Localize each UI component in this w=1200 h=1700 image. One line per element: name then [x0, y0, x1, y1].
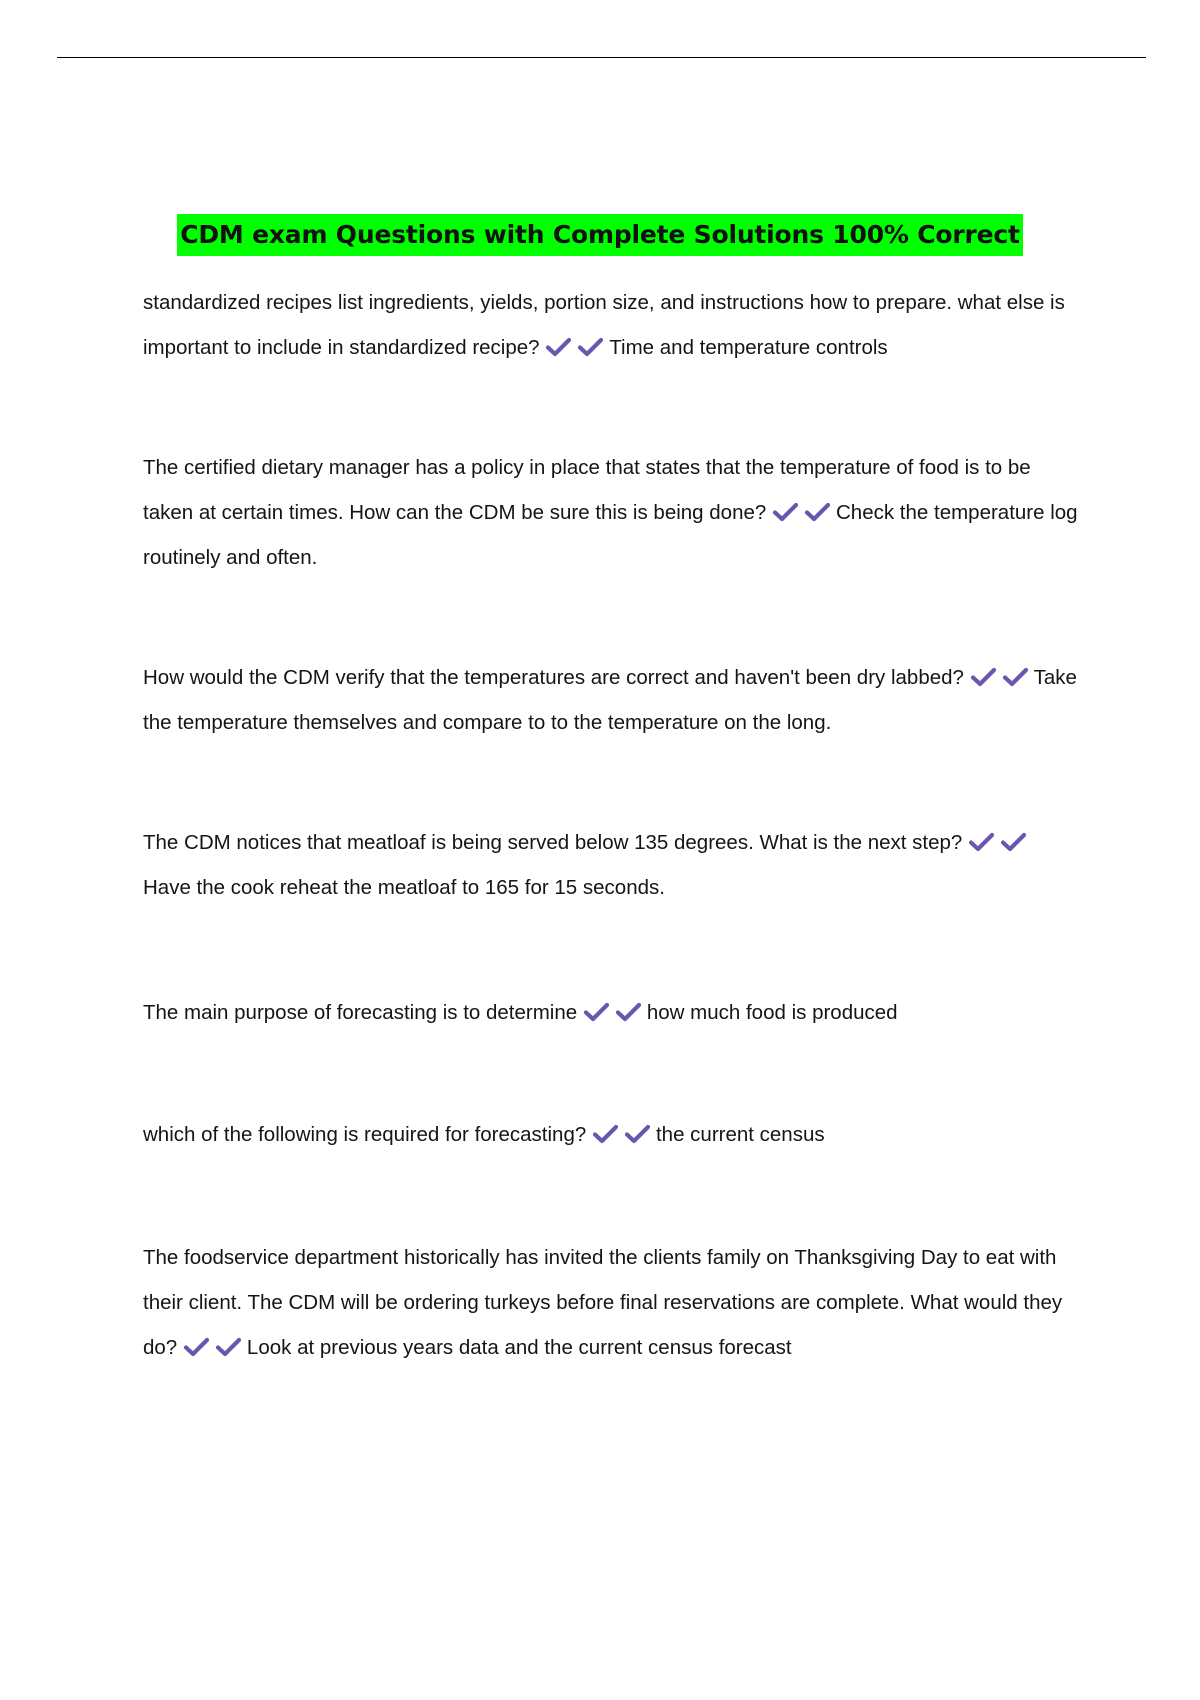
check-icon	[583, 1002, 610, 1022]
check-icon	[215, 1337, 242, 1357]
answer-checkmarks	[772, 501, 836, 524]
answer-text: Look at previous years data and the current census forecast	[246, 1336, 792, 1359]
document-title: CDM exam Questions with Complete Solutions 100% Correct	[177, 214, 1023, 256]
question-text: The foodservice department historically has invited the clients family on Thanksgiving Day to eat with their client. The CDM will be ordering turkeys before final reservations are complete. What would they do?	[143, 1246, 1063, 1359]
answer-text: Check the temperature log routinely and often.	[143, 501, 1078, 569]
check-icon	[545, 337, 572, 357]
answer-text: how much food is produced	[646, 1001, 898, 1024]
check-icon	[592, 1124, 619, 1144]
check-icon	[804, 502, 831, 522]
check-icon	[970, 667, 997, 687]
check-icon	[624, 1124, 651, 1144]
answer-checkmarks	[545, 336, 609, 359]
question-text: which of the following is required for forecasting?	[143, 1123, 587, 1146]
answer-text: the current census	[655, 1123, 825, 1146]
check-icon	[615, 1002, 642, 1022]
check-icon	[577, 337, 604, 357]
qa-item-1	[143, 280, 1078, 370]
qa-item-4	[143, 820, 1078, 910]
check-icon	[772, 502, 799, 522]
check-icon	[183, 1337, 210, 1357]
answer-checkmarks	[970, 666, 1034, 689]
check-icon	[1000, 832, 1027, 852]
answer-text: Take the temperature themselves and compare to to the temperature on the long.	[143, 666, 1077, 734]
question-text: How would the CDM verify that the temperatures are correct and haven't been dry labbed?	[143, 666, 964, 689]
check-icon	[968, 832, 995, 852]
answer-text: Time and temperature controls	[609, 336, 888, 359]
check-icon	[1002, 667, 1029, 687]
qa-item-7	[143, 1235, 1078, 1370]
answer-checkmarks	[592, 1123, 656, 1146]
question-text: standardized recipes list ingredients, yields, portion size, and instructions how to prepare. what else is important to include in standardized recipe?	[143, 291, 1065, 359]
qa-item-6	[143, 1112, 1078, 1157]
answer-text: Have the cook reheat the meatloaf to 165 for 15 seconds.	[143, 876, 665, 899]
header-rule	[57, 57, 1146, 58]
title-container	[0, 214, 1200, 256]
question-text: The certified dietary manager has a policy in place that states that the temperature of food is to be taken at certain times. How can the CDM be sure this is being done?	[143, 456, 1031, 524]
answer-checkmarks	[583, 1001, 647, 1024]
question-text: The CDM notices that meatloaf is being served below 135 degrees. What is the next step?	[143, 831, 963, 854]
answer-checkmarks	[968, 831, 1032, 854]
qa-item-2	[143, 445, 1078, 580]
qa-item-5	[143, 990, 1078, 1035]
qa-item-3	[143, 655, 1078, 745]
question-text: The main purpose of forecasting is to determine	[143, 1001, 578, 1024]
answer-checkmarks	[183, 1336, 247, 1359]
